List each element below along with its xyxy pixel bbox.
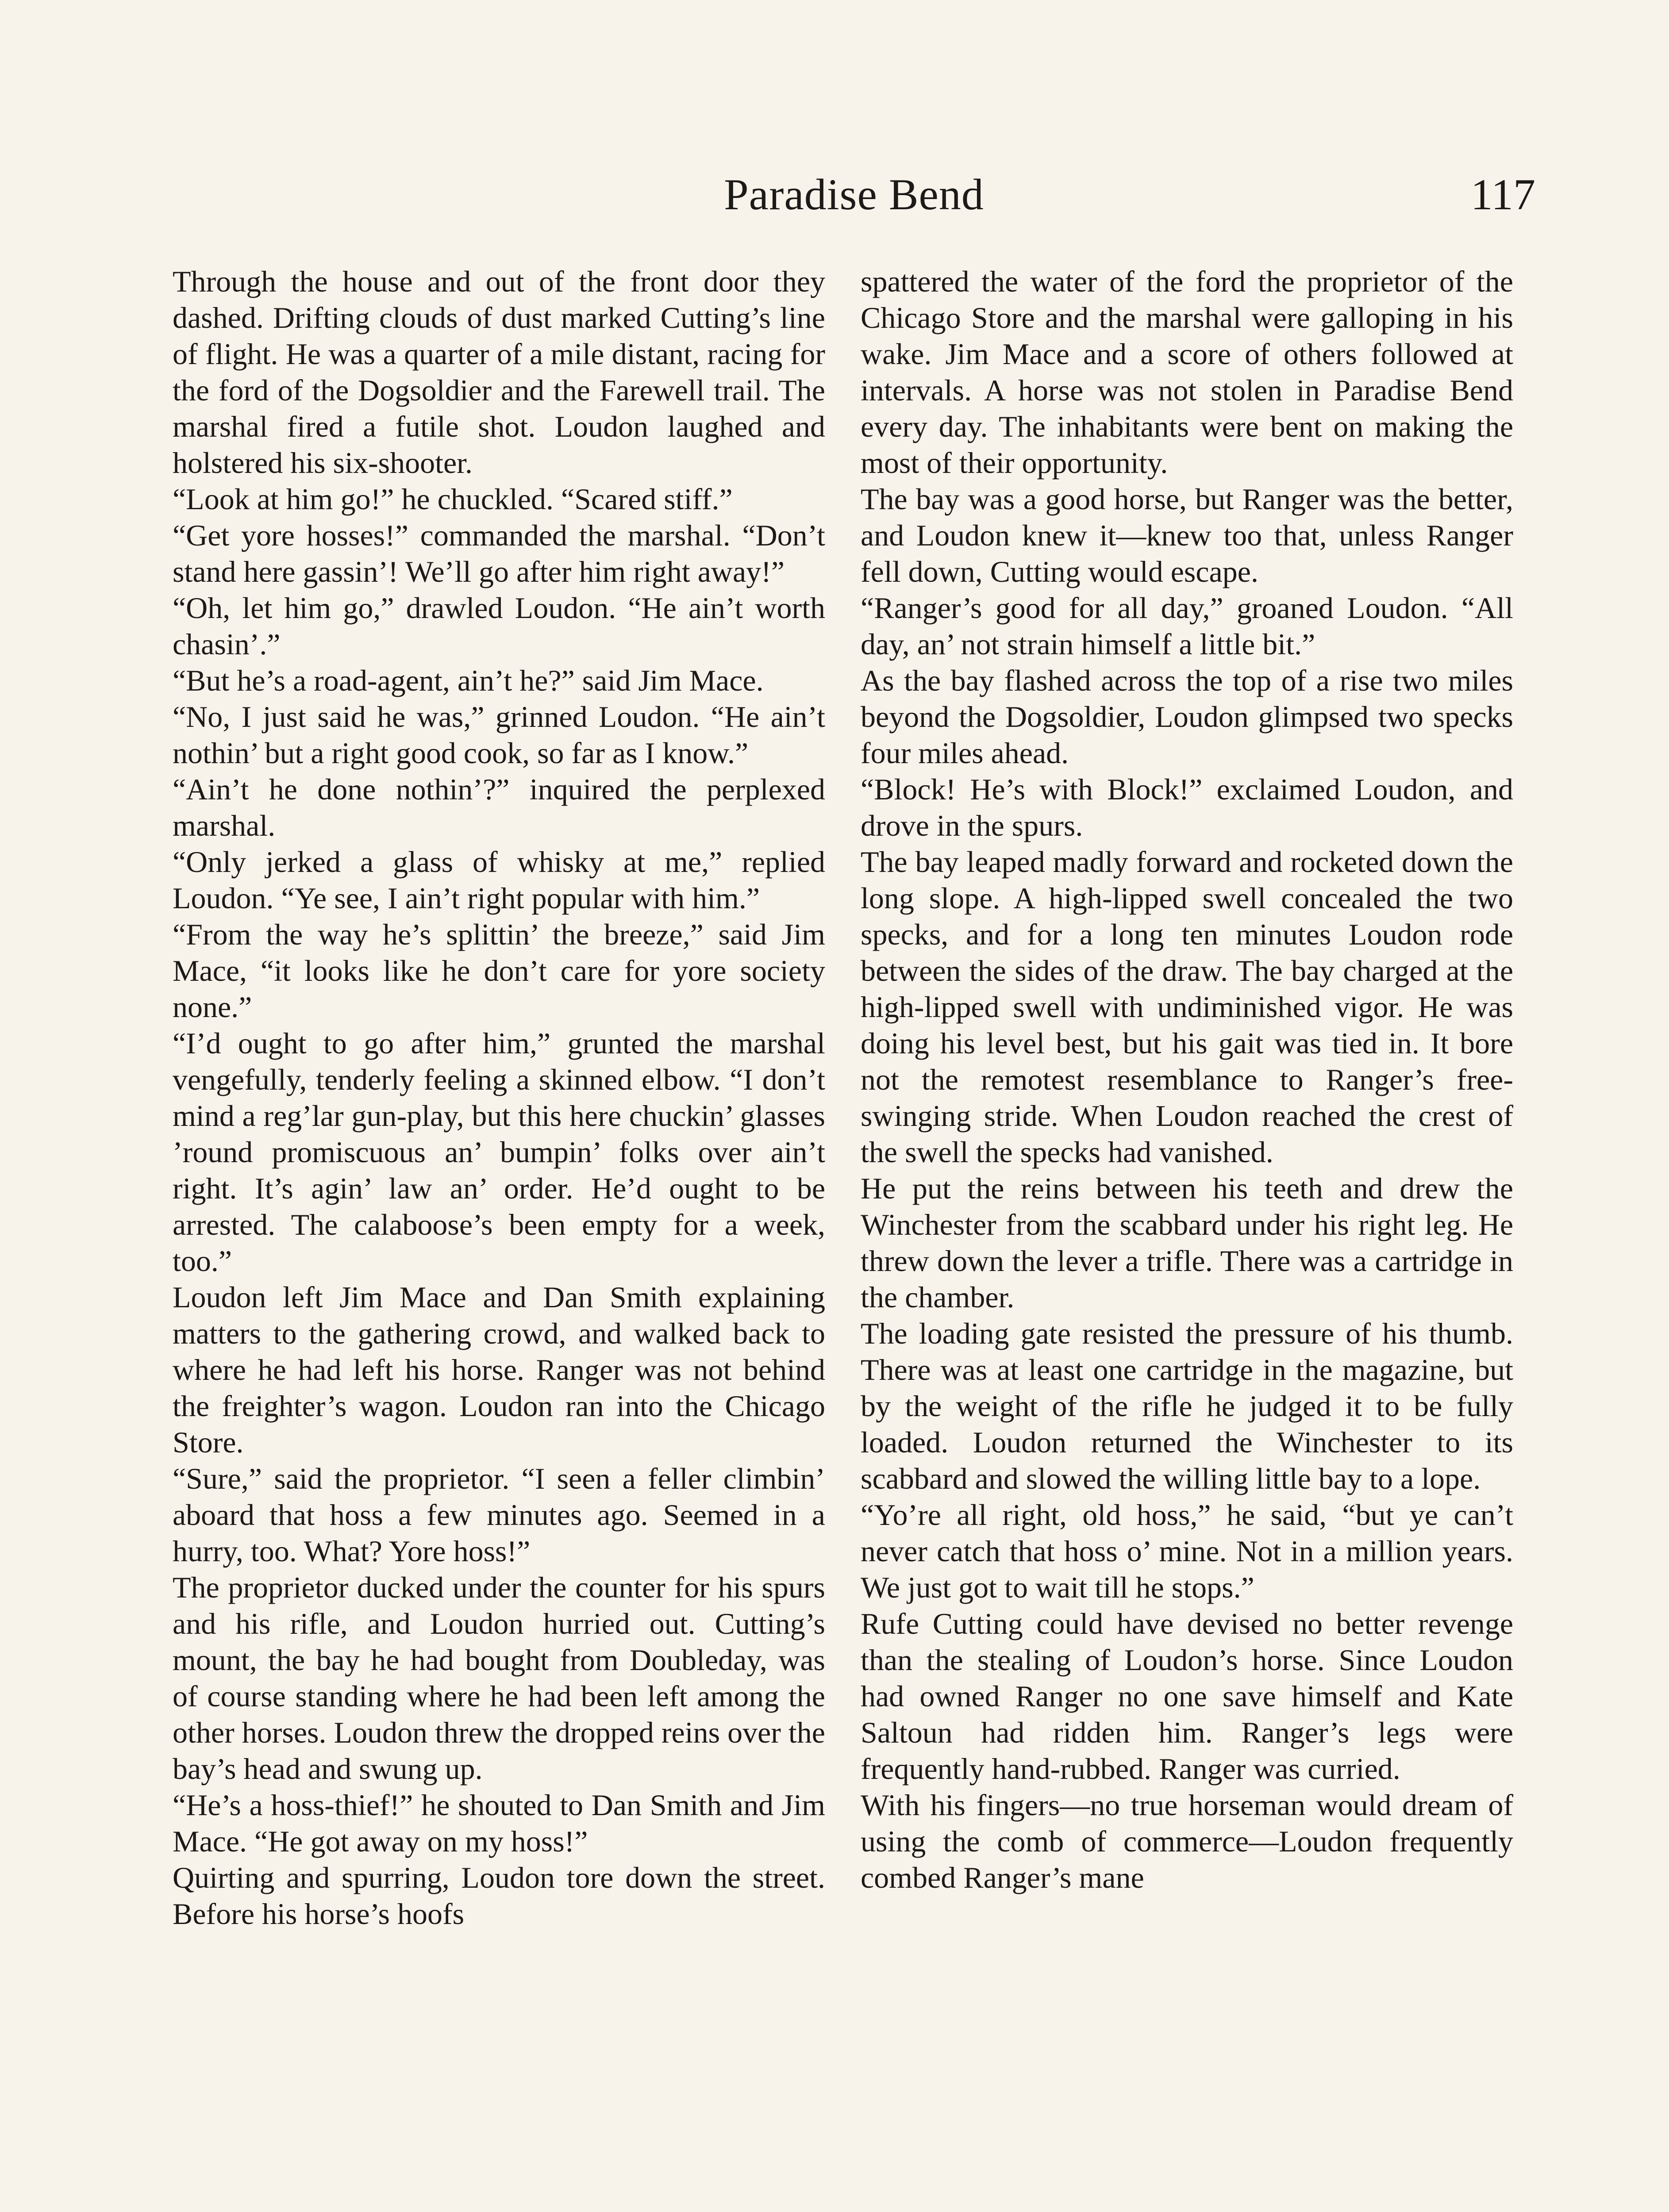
paragraph: “Look at him go!” he chuckled. “Scared stiff.” (173, 482, 733, 516)
paragraph: As the bay flashed across the top of a rise two miles beyond the Dogsoldier, Loudon glimpsed two specks four miles ahead. (861, 664, 1513, 770)
text-column-right (861, 263, 1513, 2212)
paragraph: “Block! He’s with Block!” exclaimed Loudon, and drove in the spurs. (861, 772, 1513, 842)
paragraph: “Get yore hosses!” commanded the marshal. “Don’t stand here gassin’! We’ll go after him right away!” (173, 518, 825, 588)
running-title: Paradise Bend (724, 170, 984, 219)
paragraph: Loudon left Jim Mace and Dan Smith explaining matters to the gathering crowd, and walked back to where he had left his horse. Ranger was not behind the freighter’s wagon. Loudon ran into the Chicago Store. (173, 1280, 825, 1459)
paragraph: With his fingers—no true horseman would dream of using the comb of commerce—Loudon frequently combed Ranger’s mane (861, 1788, 1513, 1894)
paragraph: “He’s a hoss-thief!” he shouted to Dan Smith and Jim Mace. “He got away on my hoss!” (173, 1788, 825, 1858)
paragraph: spattered the water of the ford the proprietor of the Chicago Store and the marshal were galloping in his wake. Jim Mace and a score of others followed at intervals. A horse was not stolen in Paradise Bend every day. The inhabitants were bent on making the most of their opportunity. (861, 265, 1513, 480)
page-number: 117 (1470, 170, 1535, 219)
paragraph: Through the house and out of the front door they dashed. Drifting clouds of dust marked Cutting’s line of flight. He was a quarter of a mile distant, racing for the ford of the Dogsoldier and the Farewell trail. The marshal fired a futile shot. Loudon laughed and holstered his six-shooter. (173, 265, 825, 480)
paragraph: Rufe Cutting could have devised no better revenge than the stealing of Loudon’s horse. Since Loudon had owned Ranger no one save himself and Kate Saltoun had ridden him. Ranger’s legs were frequently hand-rubbed. Ranger was curried. (861, 1607, 1513, 1786)
paragraph: “Ranger’s good for all day,” groaned Loudon. “All day, an’ not strain himself a little bit.” (861, 591, 1513, 661)
paragraph: The bay leaped madly forward and rocketed down the long slope. A high-lipped swell concealed the two specks, and for a long ten minutes Loudon rode between the sides of the draw. The bay charged at the high-lipped swell with undiminished vigor. He was doing his level best, but his gait was tied in. It bore not the remotest resemblance to Ranger’s free-swinging stride. When Loudon reached the crest of the swell the specks had vanished. (861, 845, 1513, 1169)
text-column-left (173, 263, 825, 2212)
paragraph: “I’d ought to go after him,” grunted the marshal vengefully, tenderly feeling a skinned elbow. “I don’t mind a reg’lar gun-play, but this here chuckin’ glasses ’round promiscuous an’ bumpin’ folks over ain’t right. It’s agin’ law an’ order. He’d ought to be arrested. The calaboose’s been empty for a week, too.” (173, 1026, 825, 1278)
paragraph: The proprietor ducked under the counter for his spurs and his rifle, and Loudon hurried out. Cutting’s mount, the bay he had bought from Doubleday, was of course standing where he had been left among the other horses. Loudon threw the dropped reins over the bay’s head and swung up. (173, 1571, 825, 1786)
paragraph: “Oh, let him go,” drawled Loudon. “He ain’t worth chasin’.” (173, 591, 825, 661)
paragraph: He put the reins between his teeth and drew the Winchester from the scabbard under his right leg. He threw down the lever a trifle. There was a cartridge in the chamber. (861, 1171, 1513, 1314)
paragraph: “But he’s a road-agent, ain’t he?” said Jim Mace. (173, 664, 764, 697)
paragraph: “Only jerked a glass of whisky at me,” replied Loudon. “Ye see, I ain’t right popular with him.” (173, 845, 825, 915)
paragraph: “Ain’t he done nothin’?” inquired the perplexed marshal. (173, 772, 825, 842)
paragraph: “Sure,” said the proprietor. “I seen a feller climbin’ aboard that hoss a few minutes ago. Seemed in a hurry, too. What? Yore hoss!” (173, 1462, 825, 1568)
paragraph: The bay was a good horse, but Ranger was the better, and Loudon knew it—knew too that, unless Ranger fell down, Cutting would escape. (861, 482, 1513, 588)
running-head (173, 164, 1535, 226)
paragraph: The loading gate resisted the pressure of his thumb. There was at least one cartridge in the magazine, but by the weight of the rifle he judged it to be fully loaded. Loudon returned the Winchester to its scabbard and slowed the willing little bay to a lope. (861, 1317, 1513, 1495)
paragraph: “From the way he’s splittin’ the breeze,” said Jim Mace, “it looks like he don’t care for yore society none.” (173, 918, 825, 1024)
paragraph: “No, I just said he was,” grinned Loudon. “He ain’t nothin’ but a right good cook, so far as I know.” (173, 700, 825, 770)
paragraph: Quirting and spurring, Loudon tore down the street. Before his horse’s hoofs (173, 1861, 825, 1931)
paragraph: “Yo’re all right, old hoss,” he said, “but ye can’t never catch that hoss o’ mine. Not in a million years. We just got to wait till he stops.” (861, 1498, 1513, 1604)
